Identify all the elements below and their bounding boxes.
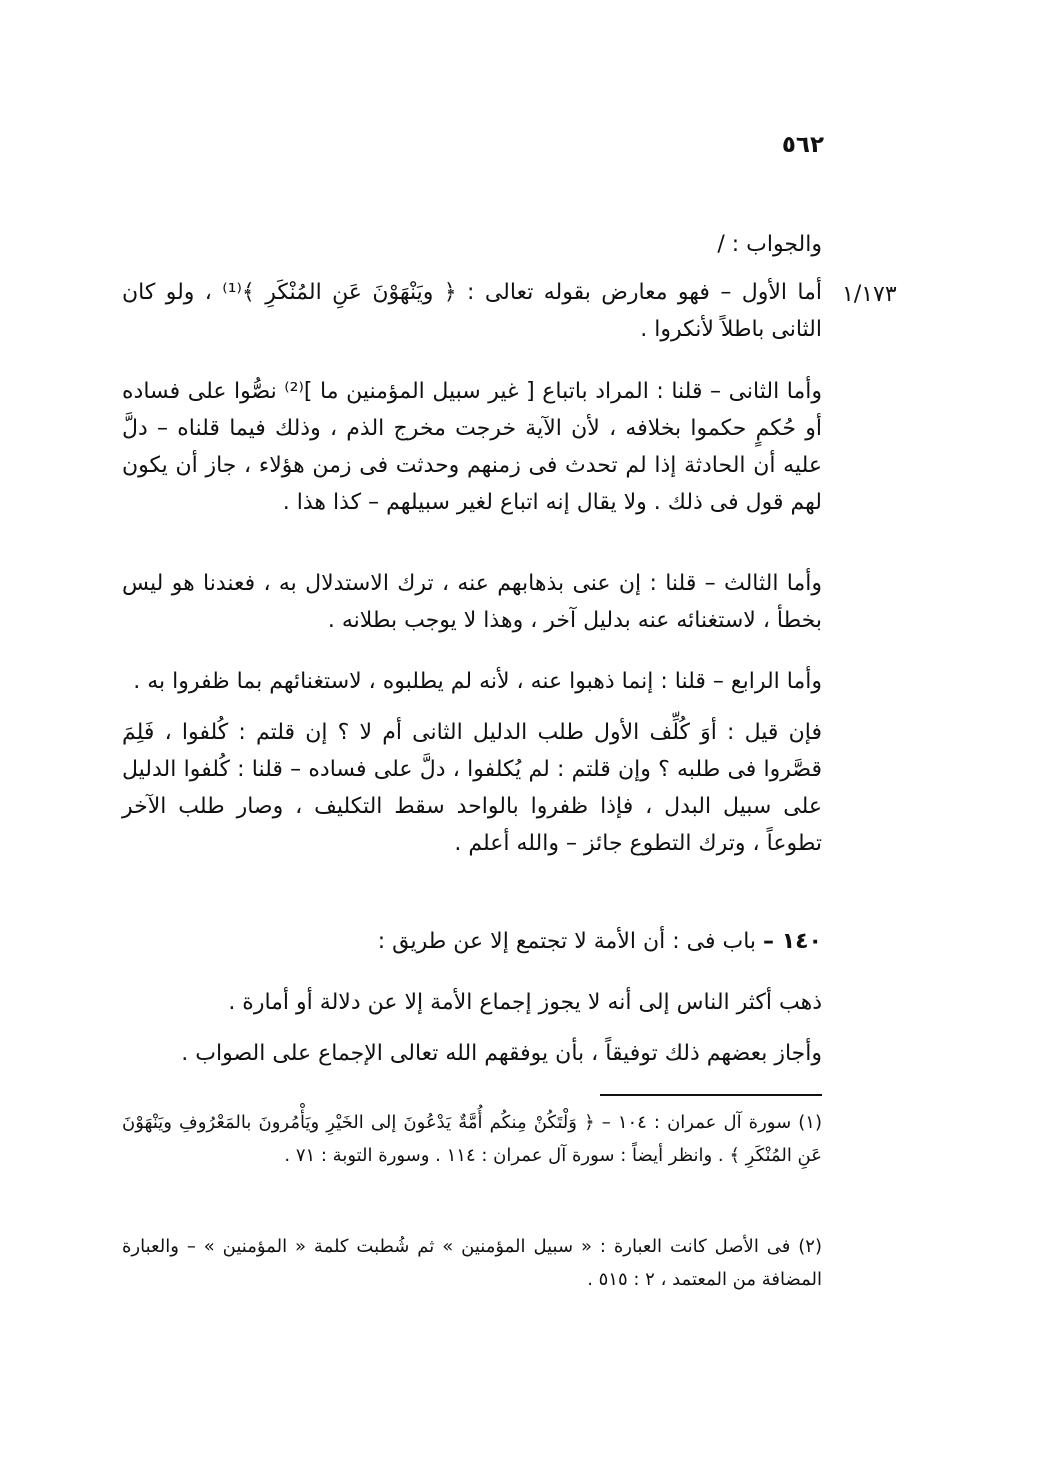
section-paragraph-second: وأجاز بعضهم ذلك توفيقاً ، بأن يوفقهم الله تعالى الإجماع على الصواب . (181, 1041, 822, 1066)
section-title: باب فى : أن الأمة لا تجتمع إلا عن طريق : (377, 929, 757, 954)
footnote-divider (600, 1094, 822, 1096)
section-heading (122, 923, 822, 960)
page-number: ٥٦٢ (781, 132, 824, 158)
paragraph-fourth-objection: وأما الرابع – قلنا : إنما ذهبوا عنه ، لأنه لم يطلبوه ، لاستغنائهم بما ظفروا به . (133, 669, 822, 694)
paragraph-second-objection: وأما الثانى – قلنا : المراد باتباع [ غير سبيل المؤمنين ما ]⁽²⁾ نصُّوا على فساده أو حُكمٍ حكموا بخلافه ، لأن الآية خرجت مخرج الذم ، وذلك فيما قلناه – دلَّ عليه أن الحادثة إذا لم تحدث فى زمنهم وحدثت فى زمن هؤلاء ، جاز أن يكون لهم قول فى ذلك . ولا يقال إنه اتباع لغير سبيلهم – كذا هذا . (122, 379, 822, 515)
margin-reference: ١/١٧٣ (842, 282, 897, 307)
answer-heading: والجواب : / (717, 232, 822, 257)
section-number: ١٤٠ – (763, 929, 822, 954)
footnote-2: (٢) فى الأصل كانت العبارة : « سبيل المؤمنين » ثم شُطبت كلمة « المؤمنين » – والعبارة المضافة من المعتمد ، ٢ : ٥١٥ . (122, 1236, 822, 1290)
paragraph-third-objection: وأما الثالث – قلنا : إن عنى بذهابهم عنه ، ترك الاستدلال به ، فعندنا هو ليس بخطأ ، لاستغنائه عنه بدليل آخر ، وهذا لا يوجب بطلانه . (122, 571, 822, 633)
section-paragraph-first: ذهب أكثر الناس إلى أنه لا يجوز إجماع الأمة إلا عن دلالة أو أمارة . (228, 990, 822, 1015)
paragraph-question: فإن قيل : أوَ كُلِّف الأول طلب الدليل الثانى أم لا ؟ إن قلتم : كُلفوا ، فَلِمَ قصَّروا فى طلبه ؟ وإن قلتم : لم يُكلفوا ، دلَّ على فساده – قلنا : كُلفوا الدليل على سبيل البدل ، فإذا ظفروا بالواحد سقط التكليف ، وصار طلب الآخر تطوعاً ، وترك التطوع جائز – والله أعلم . (122, 720, 822, 856)
paragraph-first-objection: أما الأول – فهو معارض بقوله تعالى : ﴿ ويَنْهَوْنَ عَنِ المُنْكَرِ ﴾⁽¹⁾ ، ولو كان الثانى باطلاً لأنكروا . (122, 280, 822, 342)
footnote-1: (١) سورة آل عمران : ١٠٤ – ﴿ وَلْتَكُنْ مِنكُم أُمَّةٌ يَدْعُونَ إلى الخَيْرِ ويَأْمُرونَ بالمَعْرُوفِ ويَنْهَوْنَ عَنِ المُنْكَرِ ﴾ . وانظر أيضاً : سورة آل عمران : ١١٤ . وسورة التوبة : ٧١ . (122, 1112, 822, 1166)
